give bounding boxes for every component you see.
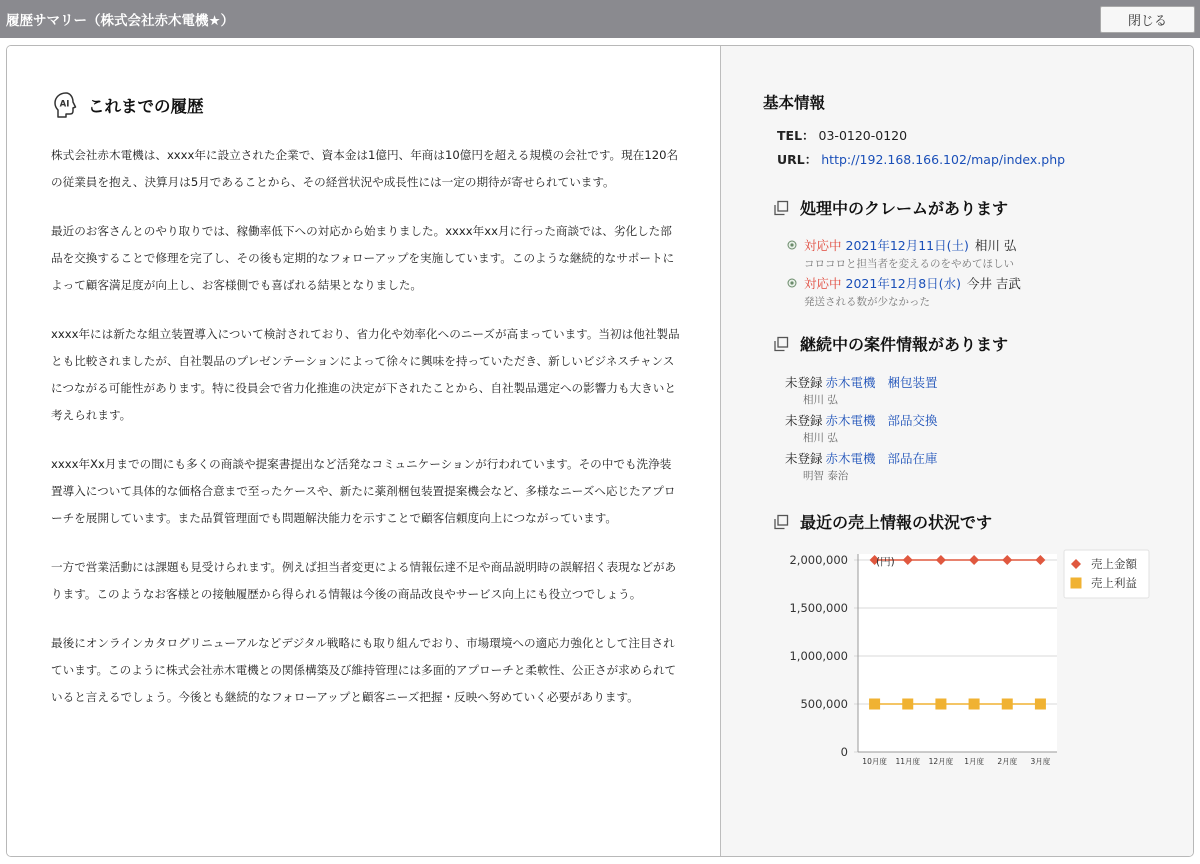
summary-panel (6, 45, 1194, 857)
deal-status: 未登録 (785, 375, 823, 390)
copy-icon (773, 514, 789, 530)
legend-label: 売上金額 (1091, 557, 1137, 571)
profit-point (935, 699, 946, 710)
claim-person: 今井 吉武 (966, 276, 1021, 291)
deal-person: 相川 弘 (803, 432, 838, 444)
history-paragraph: xxxx年には新たな組立装置導入について検討されており、省力化や効率化へのニーズが高まっています。当初は他社製品とも比較されましたが、自社製品のプレゼンテーションによって徐々に興味を持っていただき、新しいビジネスチャンスにつながる可能性があります。特に役員会で省力化推進の決定が下されたことから、自社製品選定への影響力も大きいと考えられます。 (51, 327, 680, 422)
unit-label: (円) (876, 556, 895, 568)
profit-point (1002, 699, 1013, 710)
x-tick-label: 1月度 (964, 757, 984, 766)
deal-item[interactable] (785, 449, 938, 483)
copy-icon (773, 200, 789, 216)
x-tick-label: 12月度 (928, 757, 954, 766)
profit-point (1035, 699, 1046, 710)
deal-status: 未登録 (785, 451, 823, 466)
claim-item[interactable] (787, 274, 1021, 309)
sales-title: 最近の売上情報の状況です (800, 513, 993, 532)
deal-company-link[interactable]: 赤木電機 (825, 375, 876, 390)
deal-item-link[interactable]: 部品交換 (887, 413, 938, 428)
profit-point (869, 699, 880, 710)
url-row (777, 150, 1065, 168)
legend-profit-icon (1071, 578, 1082, 589)
url-link[interactable]: http://192.168.166.102/map/index.php (821, 152, 1066, 167)
claim-description: コロコロと担当者を変えるのをやめてほしい (804, 258, 1014, 270)
history-paragraph: 最近のお客さんとのやり取りでは、稼働率低下への対応から始まりました。xxxx年xx月に行った商談では、劣化した部品を交換することで修理を完了し、その後も定期的なフォローアップを実施しています。このような継続的なサポートによって顧客満足度が向上し、お客様側でも喜ばれる結果となりました。 (51, 224, 675, 292)
close-button[interactable]: 閉じる (1100, 6, 1195, 33)
deal-person: 相川 弘 (803, 394, 838, 406)
claims-title: 処理中のクレームがあります (800, 199, 1009, 218)
deal-item[interactable] (785, 411, 938, 445)
deal-item[interactable] (785, 373, 938, 407)
claim-date-link[interactable]: 2021年12月8日(水) (845, 276, 961, 291)
deal-status: 未登録 (785, 413, 823, 428)
profit-point (969, 699, 980, 710)
y-tick-label: 1,000,000 (789, 649, 848, 663)
y-tick-label: 1,500,000 (789, 601, 848, 615)
x-tick-label: 2月度 (997, 757, 1018, 766)
claims-heading (773, 196, 1008, 219)
claim-status: 対応中 (804, 238, 842, 253)
info-panel (721, 46, 1193, 856)
tel-value: 03-0120-0120 (818, 128, 908, 143)
claim-description: 発送される数が少なかった (804, 296, 930, 308)
claim-status: 対応中 (804, 276, 842, 291)
pending-status-icon (787, 240, 797, 250)
copy-icon (773, 336, 789, 352)
history-text (51, 142, 681, 733)
pending-status-icon (787, 278, 797, 288)
y-tick-label: 500,000 (800, 697, 848, 711)
tel-row (777, 126, 907, 144)
sales-heading (773, 510, 992, 533)
x-tick-label: 3月度 (1030, 757, 1051, 766)
sales-chart (779, 546, 1159, 776)
deal-item-link[interactable]: 部品在庫 (887, 451, 938, 466)
history-title: これまでの履歴 (88, 97, 204, 116)
basic-info-heading: 基本情報 (763, 94, 826, 112)
profit-point (902, 699, 913, 710)
deal-company-link[interactable]: 赤木電機 (825, 413, 876, 428)
history-heading (51, 90, 204, 120)
history-paragraph: 最後にオンラインカタログリニューアルなどデジタル戦略にも取り組んでおり、市場環境への適応力強化として注目されています。このように株式会社赤木電機との関係構築及び維持管理には多面的アプローチと柔軟性、公正さが求められていると言えるでしょう。今後とも継続的なフォローアップと顧客ニーズ把握・反映へ努めていく必要があります。 (51, 636, 677, 704)
y-tick-label: 2,000,000 (789, 553, 848, 567)
url-label: URL： (777, 152, 818, 167)
claim-date-link[interactable]: 2021年12月11日(土) (845, 238, 969, 253)
legend-label: 売上利益 (1091, 576, 1137, 590)
deals-heading (773, 332, 1008, 355)
tel-label: TEL： (777, 128, 815, 143)
title-bar (0, 0, 1200, 38)
ai-head-icon (51, 90, 81, 120)
plot-area (858, 554, 1057, 752)
deals-title: 継続中の案件情報があります (800, 335, 1009, 354)
history-panel (7, 46, 720, 856)
deal-person: 明智 泰治 (803, 470, 849, 482)
history-paragraph: xxxx年Xx月までの間にも多くの商談や提案書提出など活発なコミュニケーションが行われています。その中でも洗浄装置導入について具体的な価格合意まで至ったケースや、新たに薬剤梱包装置提案機会など、多様なニーズへ応じたアプローチを展開しています。また品質管理面でも問題解決能力を示すことで顧客信頼度向上につながっています。 (51, 457, 676, 525)
history-paragraph: 一方で営業活動には課題も見受けられます。例えば担当者変更による情報伝達不足や商品説明時の誤解招く表現などがあります。このようなお客様との接触履歴から得られる情報は今後の商品改良やサービス向上にも役立つでしょう。 (51, 560, 677, 601)
claim-item[interactable] (787, 236, 1016, 271)
y-tick-label: 0 (840, 745, 848, 759)
deal-company-link[interactable]: 赤木電機 (825, 451, 876, 466)
x-tick-label: 11月度 (895, 757, 921, 766)
deal-item-link[interactable]: 梱包装置 (887, 375, 938, 390)
x-tick-label: 10月度 (862, 757, 887, 766)
claim-person: 相川 弘 (974, 238, 1017, 253)
history-paragraph: 株式会社赤木電機は、xxxx年に設立された企業で、資本金は1億円、年商は10億円を超える規模の会社です。現在120名の従業員を抱え、決算月は5月であることから、その経営状況や成長性には一定の期待が寄せられています。 (51, 148, 679, 189)
window-title: 履歴サマリー（株式会社赤木電機★） (6, 13, 235, 29)
svg-text:AI: AI (59, 99, 70, 110)
